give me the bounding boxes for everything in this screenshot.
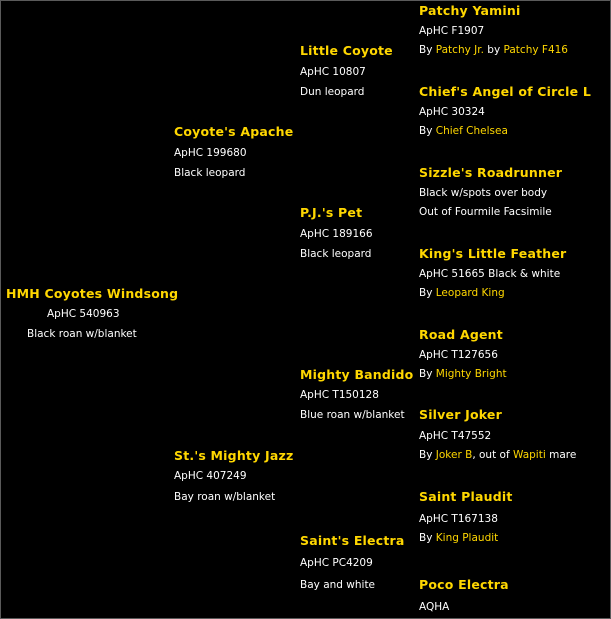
sire-dam-color: Black leopard	[300, 248, 372, 260]
ggp-6-dam-link[interactable]: Wapiti	[512, 449, 546, 461]
dam-dam-name: Saint's Electra	[300, 533, 405, 548]
ggp-1-parentage	[419, 42, 568, 58]
sire-sire-name: Little Coyote	[300, 43, 393, 58]
dam-registration: ApHC 407249	[174, 470, 247, 482]
sire-dam-name: P.J.'s Pet	[300, 205, 363, 220]
ggp-6-parentage	[419, 447, 576, 463]
by-prefix: By	[419, 532, 436, 544]
ggp-7-registration: ApHC T167138	[419, 513, 498, 525]
sire-sire-color: Dun leopard	[300, 86, 365, 98]
ggp-6-name: Silver Joker	[419, 407, 502, 422]
suffix-text: mare	[545, 449, 577, 461]
sire-dam-registration: ApHC 189166	[300, 228, 373, 240]
ggp-8-registration: AQHA	[419, 601, 450, 613]
by-prefix: By	[419, 449, 436, 461]
ggp-8-name: Poco Electra	[419, 577, 509, 592]
ggp-1-dam-link[interactable]: Patchy F416	[503, 44, 568, 56]
connector-text: by	[483, 44, 504, 56]
dam-sire-name: Mighty Bandido	[300, 367, 414, 382]
sire-sire-registration: ApHC 10807	[300, 66, 366, 78]
by-prefix: By	[419, 125, 436, 137]
dam-sire-registration: ApHC T150128	[300, 389, 379, 401]
dam-color: Bay roan w/blanket	[174, 491, 276, 503]
ggp-2-name: Chief's Angel of Circle L	[419, 84, 592, 99]
ggp-6-sire-link[interactable]: Joker B	[435, 449, 473, 461]
dam-name: St.'s Mighty Jazz	[174, 448, 294, 463]
ggp-5-parentage	[419, 366, 507, 382]
connector-text: , out of	[472, 449, 513, 461]
subject-color: Black roan w/blanket	[27, 328, 137, 340]
subject-name: HMH Coyotes Windsong	[6, 286, 179, 301]
ggp-5-registration: ApHC T127656	[419, 349, 498, 361]
by-prefix: By	[419, 44, 436, 56]
sire-color: Black leopard	[174, 167, 246, 179]
ggp-4-name: King's Little Feather	[419, 246, 567, 261]
by-prefix: By	[419, 368, 436, 380]
sire-name: Coyote's Apache	[174, 124, 294, 139]
ggp-3-dam-line: Out of Fourmile Facsimile	[419, 206, 552, 218]
ggp-1-name: Patchy Yamini	[419, 3, 521, 18]
ggp-7-name: Saint Plaudit	[419, 489, 513, 504]
subject-registration: ApHC 540963	[47, 308, 120, 320]
ggp-5-name: Road Agent	[419, 327, 503, 342]
sire-registration: ApHC 199680	[174, 147, 247, 159]
ggp-7-parentage	[419, 530, 498, 546]
ggp-1-registration: ApHC F1907	[419, 25, 485, 37]
ggp-4-parentage	[419, 285, 505, 301]
dam-dam-color: Bay and white	[300, 579, 376, 591]
ggp-1-sire-link[interactable]: Patchy Jr.	[435, 44, 484, 56]
dam-sire-color: Blue roan w/blanket	[300, 409, 405, 421]
ggp-7-sire-link[interactable]: King Plaudit	[435, 532, 499, 544]
ggp-2-sire-link[interactable]: Chief Chelsea	[435, 125, 508, 137]
ggp-2-parentage	[419, 123, 508, 139]
ggp-6-registration: ApHC T47552	[419, 430, 492, 442]
by-prefix: By	[419, 287, 436, 299]
ggp-5-sire-link[interactable]: Mighty Bright	[435, 368, 507, 380]
ggp-3-name: Sizzle's Roadrunner	[419, 165, 563, 180]
ggp-3-description: Black w/spots over body	[419, 187, 548, 199]
ggp-4-sire-link[interactable]: Leopard King	[435, 287, 505, 299]
ggp-4-registration: ApHC 51665 Black & white	[419, 268, 561, 280]
ggp-2-registration: ApHC 30324	[419, 106, 485, 118]
dam-dam-registration: ApHC PC4209	[300, 557, 373, 569]
